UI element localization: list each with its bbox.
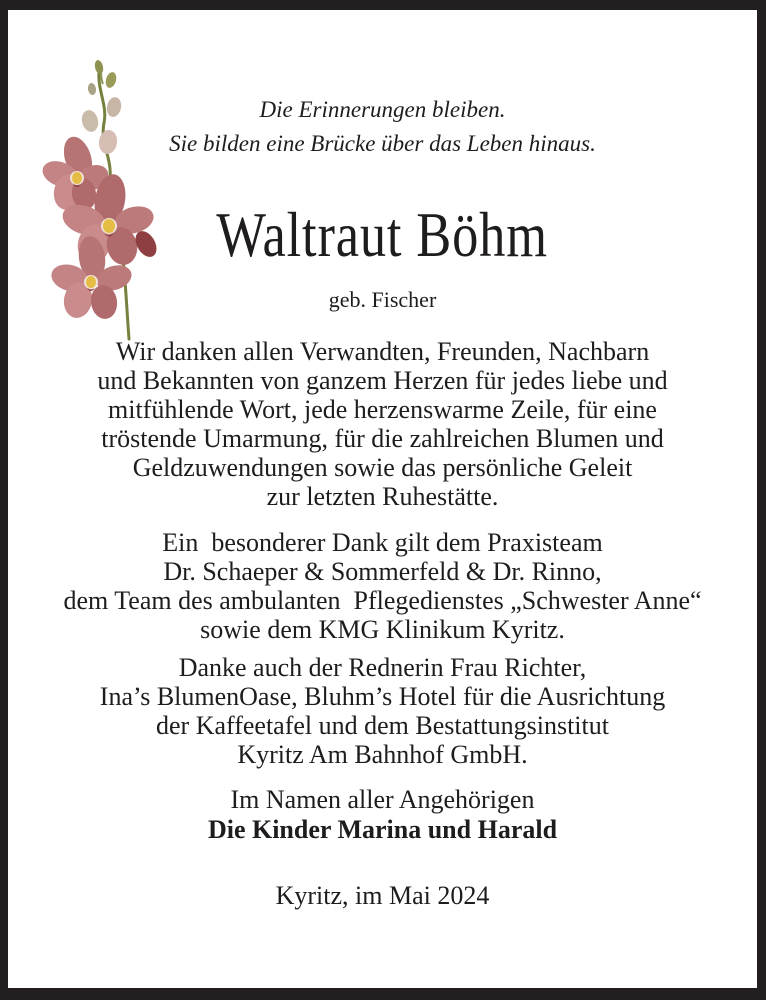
epigraph-line-1: Die Erinnerungen bleiben. (259, 97, 506, 122)
paragraph-additional-thanks (8, 653, 757, 769)
notice-paper (8, 10, 757, 988)
thanks-line: mitfühlende Wort, jede herzenswarme Zeile, für eine (108, 395, 657, 424)
epigraph (8, 93, 757, 161)
closing-family: Die Kinder Marina und Harald (207, 815, 558, 844)
special-thanks-line: sowie dem KMG Klinikum Kyritz. (200, 615, 565, 644)
deceased-name-text: Waltraut Böhm (216, 199, 549, 270)
additional-thanks-line: Danke auch der Rednerin Frau Richter, (178, 653, 587, 682)
maiden-name: geb. Fischer (328, 287, 437, 312)
closing-on-behalf: Im Namen aller Angehörigen (230, 785, 535, 814)
thanks-line: und Bekannten von ganzem Herzen für jedes liebe und (97, 366, 668, 395)
additional-thanks-line: der Kaffeetafel und dem Bestattungsinstitut (156, 711, 609, 740)
thanks-line: tröstende Umarmung, für die zahlreichen Blumen und (101, 424, 664, 453)
special-thanks-line: dem Team des ambulanten Pflegedienstes „Schwester Anne“ (63, 586, 702, 615)
thanks-line: Wir danken allen Verwandten, Freunden, Nachbarn (115, 337, 650, 366)
special-thanks-line: Dr. Schaeper & Sommerfeld & Dr. Rinno, (163, 557, 602, 586)
thanks-line: Geldzuwendungen sowie das persönliche Geleit (132, 453, 633, 482)
epigraph-line-2: Sie bilden eine Brücke über das Leben hinaus. (169, 131, 596, 156)
special-thanks-line: Ein besonderer Dank gilt dem Praxisteam (162, 528, 603, 557)
closing-place-date: Kyritz, im Mai 2024 (275, 881, 490, 910)
additional-thanks-line: Ina’s BlumenOase, Bluhm’s Hotel für die Ausrichtung (99, 682, 666, 711)
paragraph-thanks (8, 337, 757, 511)
deceased-name (8, 199, 757, 270)
thanks-line: zur letzten Ruhestätte. (266, 482, 499, 511)
additional-thanks-line: Kyritz Am Bahnhof GmbH. (237, 740, 528, 769)
paragraph-special-thanks (8, 528, 757, 644)
